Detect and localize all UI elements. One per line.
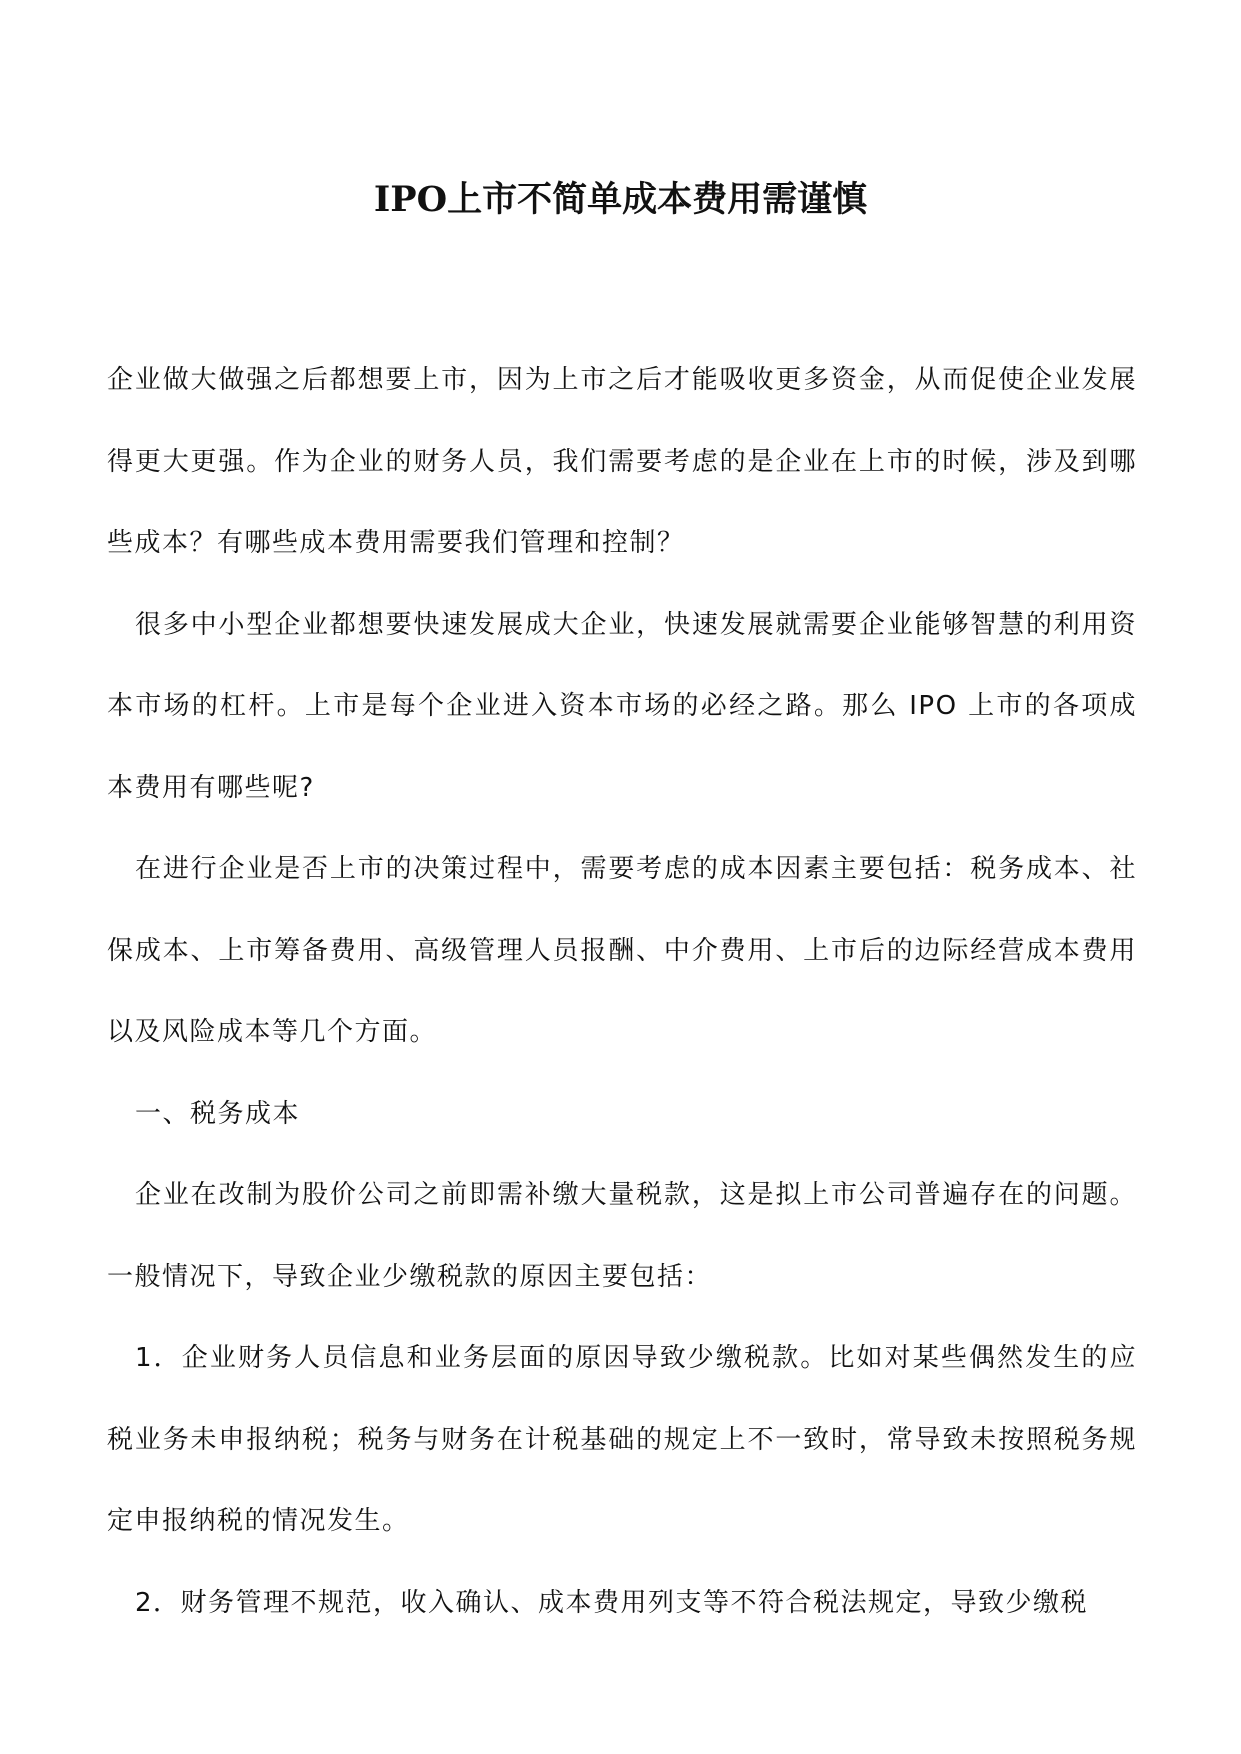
list-item-2: 2．财务管理不规范，收入确认、成本费用列支等不符合税法规定，导致少缴税 (135, 1587, 1089, 1618)
document-body (107, 340, 1137, 1644)
document-title: IPO上市不简单成本费用需谨慎 (373, 179, 868, 221)
paragraph-cost-factors: 在进行企业是否上市的决策过程中，需要考虑的成本因素主要包括：税务成本、社保成本、上市筹备费用、高级管理人员报酬、中介费用、上市后的边际经营成本费用以及风险成本等几个方面。 (107, 854, 1137, 1047)
section-heading-tax-cost: 一、税务成本 (135, 1098, 301, 1129)
paragraph-capital-market: 很多中小型企业都想要快速发展成大企业，快速发展就需要企业能够智慧的利用资本市场的杠杆。上市是每个企业进入资本市场的必经之路。那么 IPO 上市的各项成本费用有哪些呢? (107, 609, 1137, 803)
paragraph-intro: 企业做大做强之后都想要上市，因为上市之后才能吸收更多资金，从而促使企业发展得更大更强。作为企业的财务人员，我们需要考虑的是企业在上市的时候，涉及到哪些成本？有哪些成本费用需要我们管理和控制？ (107, 365, 1137, 558)
list-item-1: 1．企业财务人员信息和业务层面的原因导致少缴税款。比如对某些偶然发生的应税业务未申报纳税；税务与财务在计税基础的规定上不一致时，常导致未按照税务规定申报纳税的情况发生。 (107, 1343, 1137, 1536)
paragraph-tax-backpay: 企业在改制为股价公司之前即需补缴大量税款，这是拟上市公司普遍存在的问题。一般情况下，导致企业少缴税款的原因主要包括： (107, 1180, 1137, 1292)
